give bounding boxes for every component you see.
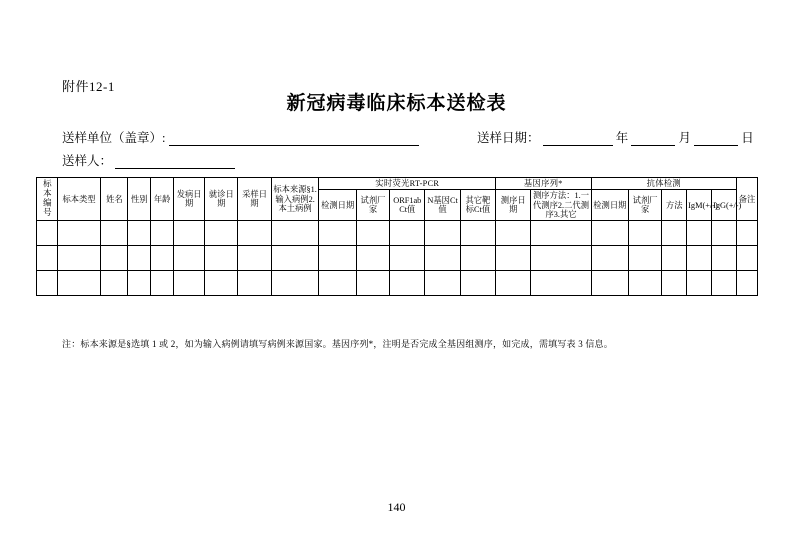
table-row[interactable] (37, 246, 758, 271)
cell[interactable] (151, 221, 174, 246)
cell[interactable] (271, 246, 319, 271)
cell[interactable] (174, 246, 205, 271)
cell[interactable] (205, 271, 238, 296)
table-body (37, 221, 758, 296)
cell[interactable] (128, 271, 151, 296)
group-rt-pcr: 实时荧光RT-PCR (319, 178, 496, 190)
send-date-label: 送样日期： (477, 131, 540, 145)
col-other-target-ct: 其它靶标Ct值 (460, 190, 495, 221)
cell[interactable] (662, 246, 687, 271)
cell[interactable] (37, 221, 58, 246)
cell[interactable] (37, 271, 58, 296)
cell[interactable] (319, 271, 356, 296)
col-onset-date: 发病日期 (174, 178, 205, 221)
col-seq-method: 测序方法：1.一代测序2.二代测序3.其它 (531, 190, 591, 221)
sender-person-input[interactable] (115, 154, 235, 169)
cell[interactable] (662, 221, 687, 246)
form-header-fields (62, 128, 754, 174)
col-age: 年龄 (151, 178, 174, 221)
col-igg: IgG(+/-) (712, 190, 737, 221)
cell[interactable] (496, 246, 531, 271)
specimen-table (36, 177, 758, 296)
col-visit-date: 就诊日期 (205, 178, 238, 221)
col-sample-type: 标本类型 (57, 178, 101, 221)
col-n-gene-ct: N基因Ct值 (425, 190, 460, 221)
col-sample-no: 标本编号 (37, 178, 58, 221)
cell[interactable] (460, 246, 495, 271)
cell[interactable] (319, 246, 356, 271)
send-date-day-unit: 日 (741, 131, 754, 145)
cell[interactable] (238, 246, 271, 271)
cell[interactable] (271, 271, 319, 296)
cell[interactable] (57, 221, 101, 246)
col-orf1ab-ct: ORF1ab Ct值 (390, 190, 425, 221)
sender-unit-input[interactable] (169, 131, 419, 146)
cell[interactable] (174, 221, 205, 246)
table-group-header-row (37, 178, 758, 190)
send-date-month-input[interactable] (631, 131, 675, 146)
sender-person-label: 送样人： (62, 154, 113, 168)
form-row-person (62, 151, 734, 174)
cell[interactable] (205, 246, 238, 271)
table-row[interactable] (37, 221, 758, 246)
attachment-number: 附件12-1 (62, 79, 115, 94)
cell[interactable] (128, 246, 151, 271)
cell[interactable] (737, 246, 758, 271)
cell[interactable] (629, 246, 662, 271)
cell[interactable] (531, 246, 591, 271)
cell[interactable] (57, 271, 101, 296)
cell[interactable] (356, 221, 389, 246)
cell[interactable] (356, 246, 389, 271)
send-date-year-input[interactable] (543, 131, 613, 146)
cell[interactable] (712, 246, 737, 271)
col-sampling-date: 采样日期 (238, 178, 271, 221)
col-pcr-test-date: 检测日期 (319, 190, 356, 221)
cell[interactable] (319, 221, 356, 246)
col-remark: 备注 (737, 178, 758, 221)
cell[interactable] (496, 221, 531, 246)
cell[interactable] (151, 246, 174, 271)
send-date-group (477, 128, 754, 146)
cell[interactable] (460, 271, 495, 296)
page-number: 140 (387, 500, 406, 514)
cell[interactable] (460, 221, 495, 246)
col-ab-method: 方法 (662, 190, 687, 221)
cell[interactable] (712, 271, 737, 296)
cell[interactable] (591, 271, 628, 296)
col-seq-date: 测序日期 (496, 190, 531, 221)
cell[interactable] (591, 246, 628, 271)
cell[interactable] (629, 221, 662, 246)
cell[interactable] (238, 221, 271, 246)
cell[interactable] (687, 221, 712, 246)
cell[interactable] (271, 221, 319, 246)
cell[interactable] (238, 271, 271, 296)
cell[interactable] (57, 246, 101, 271)
col-igm: IgM(+/-) (687, 190, 712, 221)
send-date-year-unit: 年 (615, 131, 629, 145)
cell[interactable] (591, 221, 628, 246)
cell[interactable] (205, 221, 238, 246)
form-row-unit-and-date (62, 128, 754, 151)
col-sex: 性别 (128, 178, 151, 221)
cell[interactable] (101, 271, 128, 296)
cell[interactable] (496, 271, 531, 296)
group-gene-sequence: 基因序列* (496, 178, 592, 190)
cell[interactable] (390, 246, 425, 271)
cell[interactable] (662, 271, 687, 296)
cell[interactable] (425, 246, 460, 271)
cell[interactable] (151, 271, 174, 296)
cell[interactable] (737, 271, 758, 296)
col-name: 姓名 (101, 178, 128, 221)
table-footnote: 注：标本来源是§选填 1 或 2，如为输入病例请填写病例来源国家。基因序列*，注明是否完成全基因组测序，如完成，需填写表 3 信息。 (62, 339, 613, 349)
cell[interactable] (356, 271, 389, 296)
col-ab-reagent: 试剂厂家 (629, 190, 662, 221)
group-antibody: 抗体检测 (591, 178, 736, 190)
cell[interactable] (531, 271, 591, 296)
col-pcr-reagent: 试剂厂家 (356, 190, 389, 221)
cell[interactable] (687, 271, 712, 296)
cell[interactable] (712, 221, 737, 246)
cell[interactable] (425, 271, 460, 296)
col-sample-source: 标本来源§1.输入病例2.本土病例 (271, 178, 319, 221)
send-date-day-input[interactable] (694, 131, 738, 146)
sender-unit-label: 送样单位（盖章）: (62, 131, 166, 145)
cell[interactable] (390, 271, 425, 296)
cell[interactable] (174, 271, 205, 296)
cell[interactable] (629, 271, 662, 296)
send-date-month-unit: 月 (678, 131, 692, 145)
cell[interactable] (737, 221, 758, 246)
cell[interactable] (425, 221, 460, 246)
cell[interactable] (101, 246, 128, 271)
cell[interactable] (687, 246, 712, 271)
table-row[interactable] (37, 271, 758, 296)
cell[interactable] (128, 221, 151, 246)
cell[interactable] (390, 221, 425, 246)
cell[interactable] (37, 246, 58, 271)
cell[interactable] (531, 221, 591, 246)
col-ab-test-date: 检测日期 (591, 190, 628, 221)
cell[interactable] (101, 221, 128, 246)
page-title: 新冠病毒临床标本送检表 (286, 93, 507, 114)
